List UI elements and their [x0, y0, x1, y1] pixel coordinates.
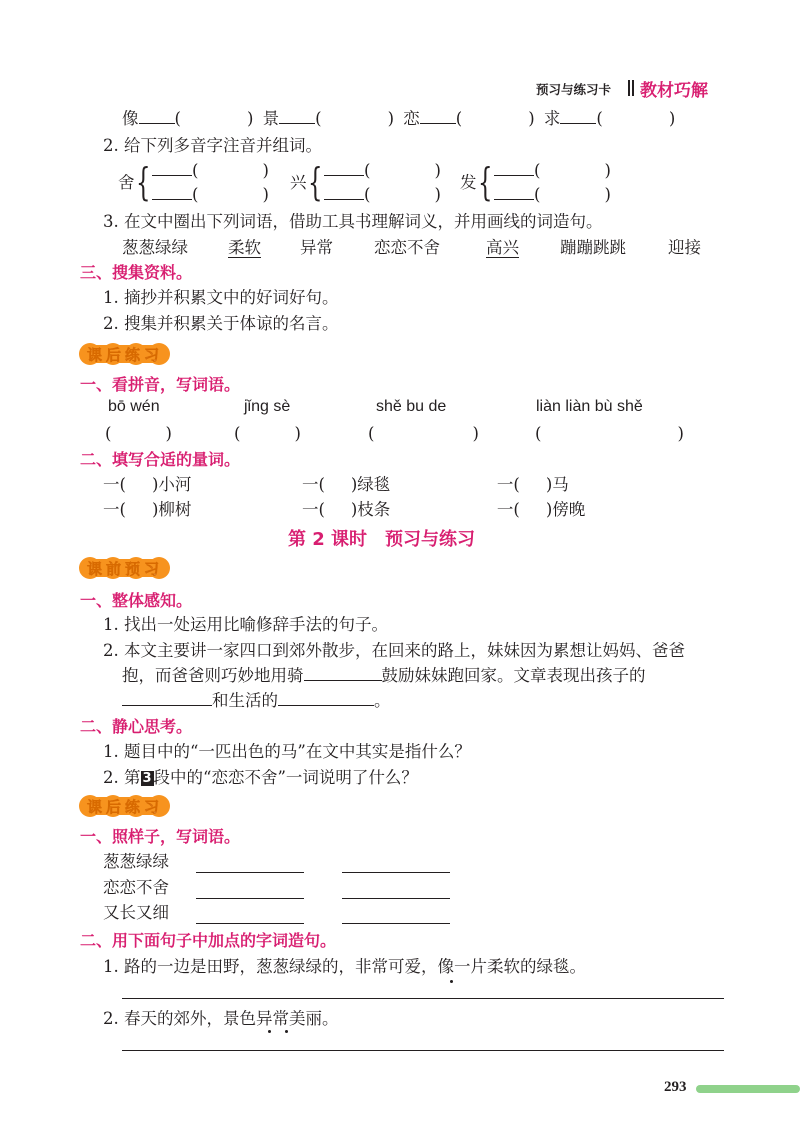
answer-blank[interactable] [304, 665, 382, 681]
polyphone-char: 舍 [118, 173, 135, 192]
example-word: 葱葱绿绿 [103, 852, 169, 871]
polyphone-row[interactable]: ( ) [324, 160, 441, 182]
svg-text:课后练习: 课后练习 [86, 346, 164, 364]
section-heading-overall: 一、整体感知。 [80, 591, 193, 610]
emphasis-dot [285, 1030, 288, 1033]
collect-item: 2. 搜集并积累关于体谅的名言。 [103, 314, 339, 333]
text: 和生活的 [212, 691, 278, 710]
overall-item-1: 1. 找出一处运用比喻修辞手法的句子。 [103, 615, 388, 634]
polyphone-char: 兴 [290, 173, 307, 192]
pinyin-answer-2[interactable]: ( ) [234, 424, 301, 443]
top-fill-line: 像 ( ) 景 ( ) 恋 ( ) 求 ( ) [122, 109, 676, 128]
measure-prefix: 一( [301, 475, 325, 494]
header-divider-2 [632, 80, 634, 96]
example-word: 恋恋不舍 [103, 878, 169, 897]
polyphone-row[interactable]: ( ) [494, 160, 611, 182]
page-number: 293 [664, 1079, 687, 1095]
text: 鼓励妹妹跑回家。文章表现出孩子的 [381, 666, 646, 685]
answer-line[interactable] [196, 898, 304, 899]
badge-shape-icon [78, 341, 172, 367]
text: 段中的“恋恋不舍”一词说明了什么？ [153, 768, 418, 787]
blank[interactable] [560, 108, 596, 124]
badge-after-class [78, 342, 172, 366]
paragraph-number-badge: 3 [142, 771, 152, 786]
pinyin-2: jǐng sè [244, 398, 291, 415]
polyphone-char: 发 [460, 173, 477, 192]
char-jing: 景 [262, 109, 280, 128]
lesson-title: 第 2 课时 预习与练习 [288, 529, 476, 550]
section-heading-collect: 三、搜集资料。 [80, 263, 193, 282]
badge-shape-icon [78, 793, 172, 819]
header-title: 教材巧解 [640, 81, 708, 101]
char-xiang: 像 [122, 109, 139, 128]
measure-item: )枝条 [350, 500, 391, 519]
text: 2. 第 [103, 768, 141, 787]
blank[interactable] [279, 108, 315, 124]
word[interactable]: 葱葱绿绿 [122, 238, 188, 257]
polyphone-row[interactable]: ( ) [152, 184, 269, 206]
word-list [122, 237, 701, 259]
char-qiu: 求 [543, 109, 561, 128]
measure-prefix: 一( [103, 500, 126, 519]
blank[interactable] [420, 108, 456, 124]
think-item-1: 1. 题目中的“一匹出色的马”在文中其实是指什么？ [103, 742, 471, 761]
badge-before-class [78, 556, 172, 580]
measure-item: )小河 [151, 475, 192, 494]
text: 抱，而爸爸则巧妙地用骑 [122, 666, 304, 685]
think-item-2 [103, 767, 418, 789]
example-word: 又长又细 [103, 903, 169, 922]
answer-line[interactable] [122, 998, 724, 999]
svg-text:课后练习: 课后练习 [86, 798, 164, 816]
sentence-2: 2. 春天的郊外，景色异常美丽。 [103, 1009, 339, 1028]
char-lian: 恋 [403, 109, 420, 128]
pinyin-3: shě bu de [376, 398, 447, 415]
blank[interactable] [139, 108, 175, 124]
brace-icon: { [308, 160, 323, 204]
pinyin-answer-1[interactable]: ( ) [105, 424, 172, 443]
answer-line[interactable] [196, 923, 304, 924]
header-label: 预习与练习卡 [536, 82, 612, 97]
emphasis-dot [268, 1030, 271, 1033]
measure-row-2 [103, 499, 585, 521]
svg-text:课前预习: 课前预习 [86, 560, 164, 578]
word[interactable]: 迎接 [668, 238, 701, 257]
section-heading-pinyin: 一、看拼音，写词语。 [80, 375, 241, 394]
header-divider [628, 80, 630, 96]
badge-after-class-2 [78, 794, 172, 818]
collect-item: 1. 摘抄并积累文中的好词好句。 [103, 288, 339, 307]
answer-blank[interactable] [122, 690, 212, 706]
section-heading-example: 一、照样子，写词语。 [80, 827, 241, 846]
measure-item: )柳树 [151, 500, 192, 519]
question-2: 2. 给下列多音字注音并组词。 [103, 136, 322, 155]
sentence-1: 1. 路的一边是田野，葱葱绿绿的，非常可爱，像一片柔软的绿毯。 [103, 957, 586, 976]
polyphone-row[interactable]: ( ) [152, 160, 269, 182]
overall-item-2-line-2 [122, 665, 646, 687]
pinyin-answer-3[interactable]: ( ) [368, 424, 479, 443]
answer-blank[interactable] [278, 690, 374, 706]
answer-line[interactable] [342, 872, 450, 873]
answer-line[interactable] [342, 898, 450, 899]
pinyin-4: liàn liàn bù shě [536, 398, 643, 415]
section-heading-sentence: 二、用下面句子中加点的字词造句。 [80, 931, 337, 950]
polyphone-row[interactable]: ( ) [494, 184, 611, 206]
brace-icon: { [478, 160, 493, 204]
question-3: 3. 在文中圈出下列词语，借助工具书理解词义，并用画线的词造句。 [103, 212, 603, 231]
word-underlined[interactable]: 高兴 [486, 238, 519, 257]
answer-line[interactable] [342, 923, 450, 924]
footer-green-bar [696, 1085, 800, 1093]
answer-line[interactable] [122, 1050, 724, 1051]
overall-item-2-line-3 [122, 690, 391, 712]
measure-prefix: 一( [496, 475, 520, 494]
word-underlined[interactable]: 柔软 [228, 238, 261, 257]
measure-item: )绿毯 [350, 475, 391, 494]
word[interactable]: 蹦蹦跳跳 [560, 238, 626, 257]
measure-item: )傍晚 [545, 500, 586, 519]
section-heading-measure: 二、填写合适的量词。 [80, 450, 241, 469]
measure-item: )马 [545, 475, 569, 494]
pinyin-answer-4[interactable]: ( ) [535, 424, 684, 443]
pinyin-1: bō wén [108, 398, 160, 415]
answer-line[interactable] [196, 872, 304, 873]
word[interactable]: 异常 [300, 238, 333, 257]
badge-shape-icon [78, 555, 172, 581]
measure-row-1 [103, 474, 569, 496]
text: 。 [374, 691, 391, 710]
section-heading-think: 二、静心思考。 [80, 717, 193, 736]
measure-prefix: 一( [301, 500, 325, 519]
word[interactable]: 恋恋不舍 [374, 238, 440, 257]
brace-icon: { [136, 160, 151, 204]
emphasis-dot [450, 980, 453, 983]
measure-prefix: 一( [496, 500, 520, 519]
polyphone-row[interactable]: ( ) [324, 184, 441, 206]
overall-item-2: 2. 本文主要讲一家四口到郊外散步，在回来的路上，妹妹因为累想让妈妈、爸爸 [103, 641, 685, 660]
measure-prefix: 一( [103, 475, 126, 494]
